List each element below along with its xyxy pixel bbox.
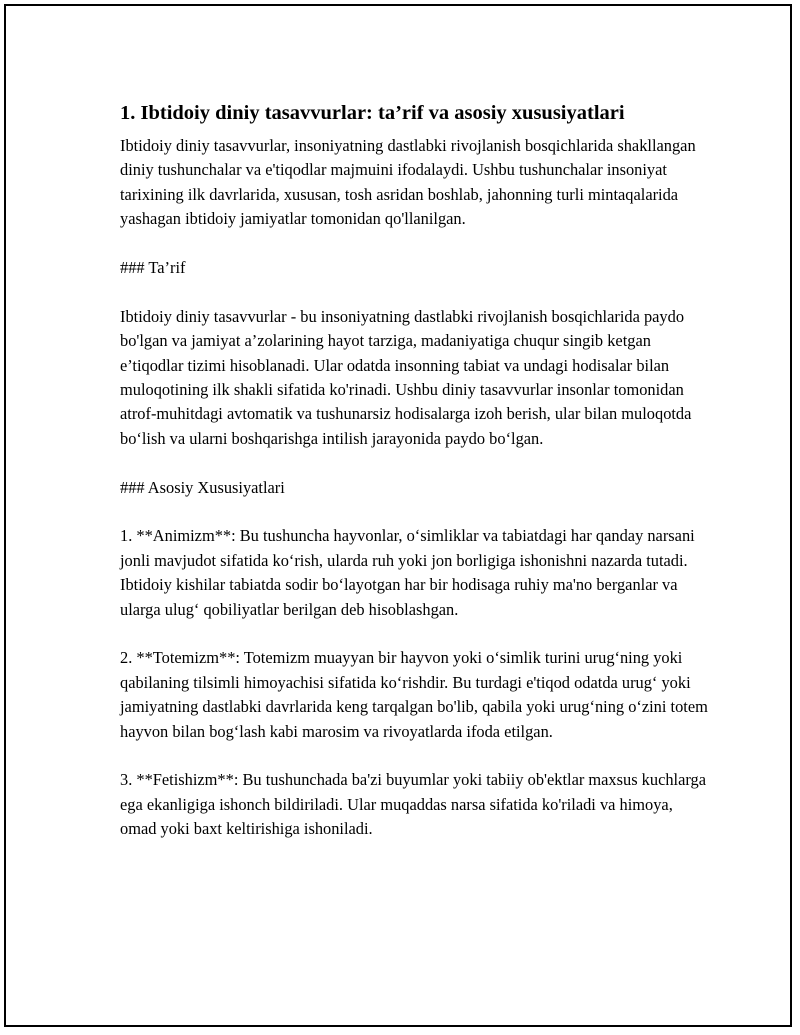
- section-heading-xususiyatlari: ### Asosiy Xususiyatlari: [120, 477, 285, 497]
- document-title: 1. Ibtidoiy diniy tasavvurlar: ta’rif va asosiy xususiyatlari: [120, 102, 625, 124]
- list-item-totemizm: 2. **Totemizm**: Totemizm muayyan bir hayvon yoki o‘simlik turini urug‘ning yoki qabilaning tilsimli himoyachisi sifatida ko‘rishdir. Bu turdagi e'tiqod odatda urug‘ yoki jamiyatning dastlabki davrlarida keng tarqalgan bo'lib, qabila yoki urug‘ning o‘zini totem hayvon bilan bog‘lash kabi marosim va rivoyatlarda ifoda etilgan.: [120, 648, 708, 741]
- document-body: [120, 100, 710, 866]
- section-heading-tarif: ### Ta’rif: [120, 258, 186, 278]
- intro-paragraph: Ibtidoiy diniy tasavvurlar, insoniyatning dastlabki rivojlanish bosqichlarida shakllangan diniy tushunchalar va e'tiqodlar majmuini ifodalaydi. Ushbu tushunchalar insoniyat tarixining ilk davrlarida, xususan, tosh asridan boshlab, jahonning turli mintaqalarida yashagan ibtidoiy jamiyatlar tomonidan qo'llanilgan.: [120, 136, 696, 229]
- definition-paragraph: Ibtidoiy diniy tasavvurlar - bu insoniyatning dastlabki rivojlanish bosqichlarida paydo bo'lgan va jamiyat a’zolarining hayot tarziga, madaniyatiga chuqur singib ketgan e’tiqodlar tizimi hisoblanadi. Ular odatda insonning tabiat va undagi hodisalar bilan muloqotining ilk shakli sifatida ko'rinadi. Ushbu diniy tasavvurlar insonlar tomonidan atrof-muhitdagi avtomatik va tushunarsiz hodisalarga izoh berish, ular bilan muloqotda bo‘lish va ularni boshqarishga intilish jarayonida paydo bo‘lgan.: [120, 306, 692, 448]
- page-frame: [4, 4, 792, 1027]
- list-item-fetishizm: 3. **Fetishizm**: Bu tushunchada ba'zi buyumlar yoki tabiiy ob'ektlar maxsus kuchlarga ega ekanligiga ishonch bildiriladi. Ular muqaddas narsa sifatida ko'riladi va himoya, omad yoki baxt keltirishiga ishoniladi.: [120, 770, 706, 839]
- list-item-animizm: 1. **Animizm**: Bu tushuncha hayvonlar, o‘simliklar va tabiatdagi har qanday narsani jonli mavjudot sifatida ko‘rish, ularda ruh yoki jon borligiga ishonishni nazarda tutadi. Ibtidoiy kishilar tabiatda sodir bo‘layotgan har bir hodisaga ruhiy ma'no berganlar va ularga ulug‘ qobiliyatlar berilgan deb hisoblashgan.: [120, 526, 695, 619]
